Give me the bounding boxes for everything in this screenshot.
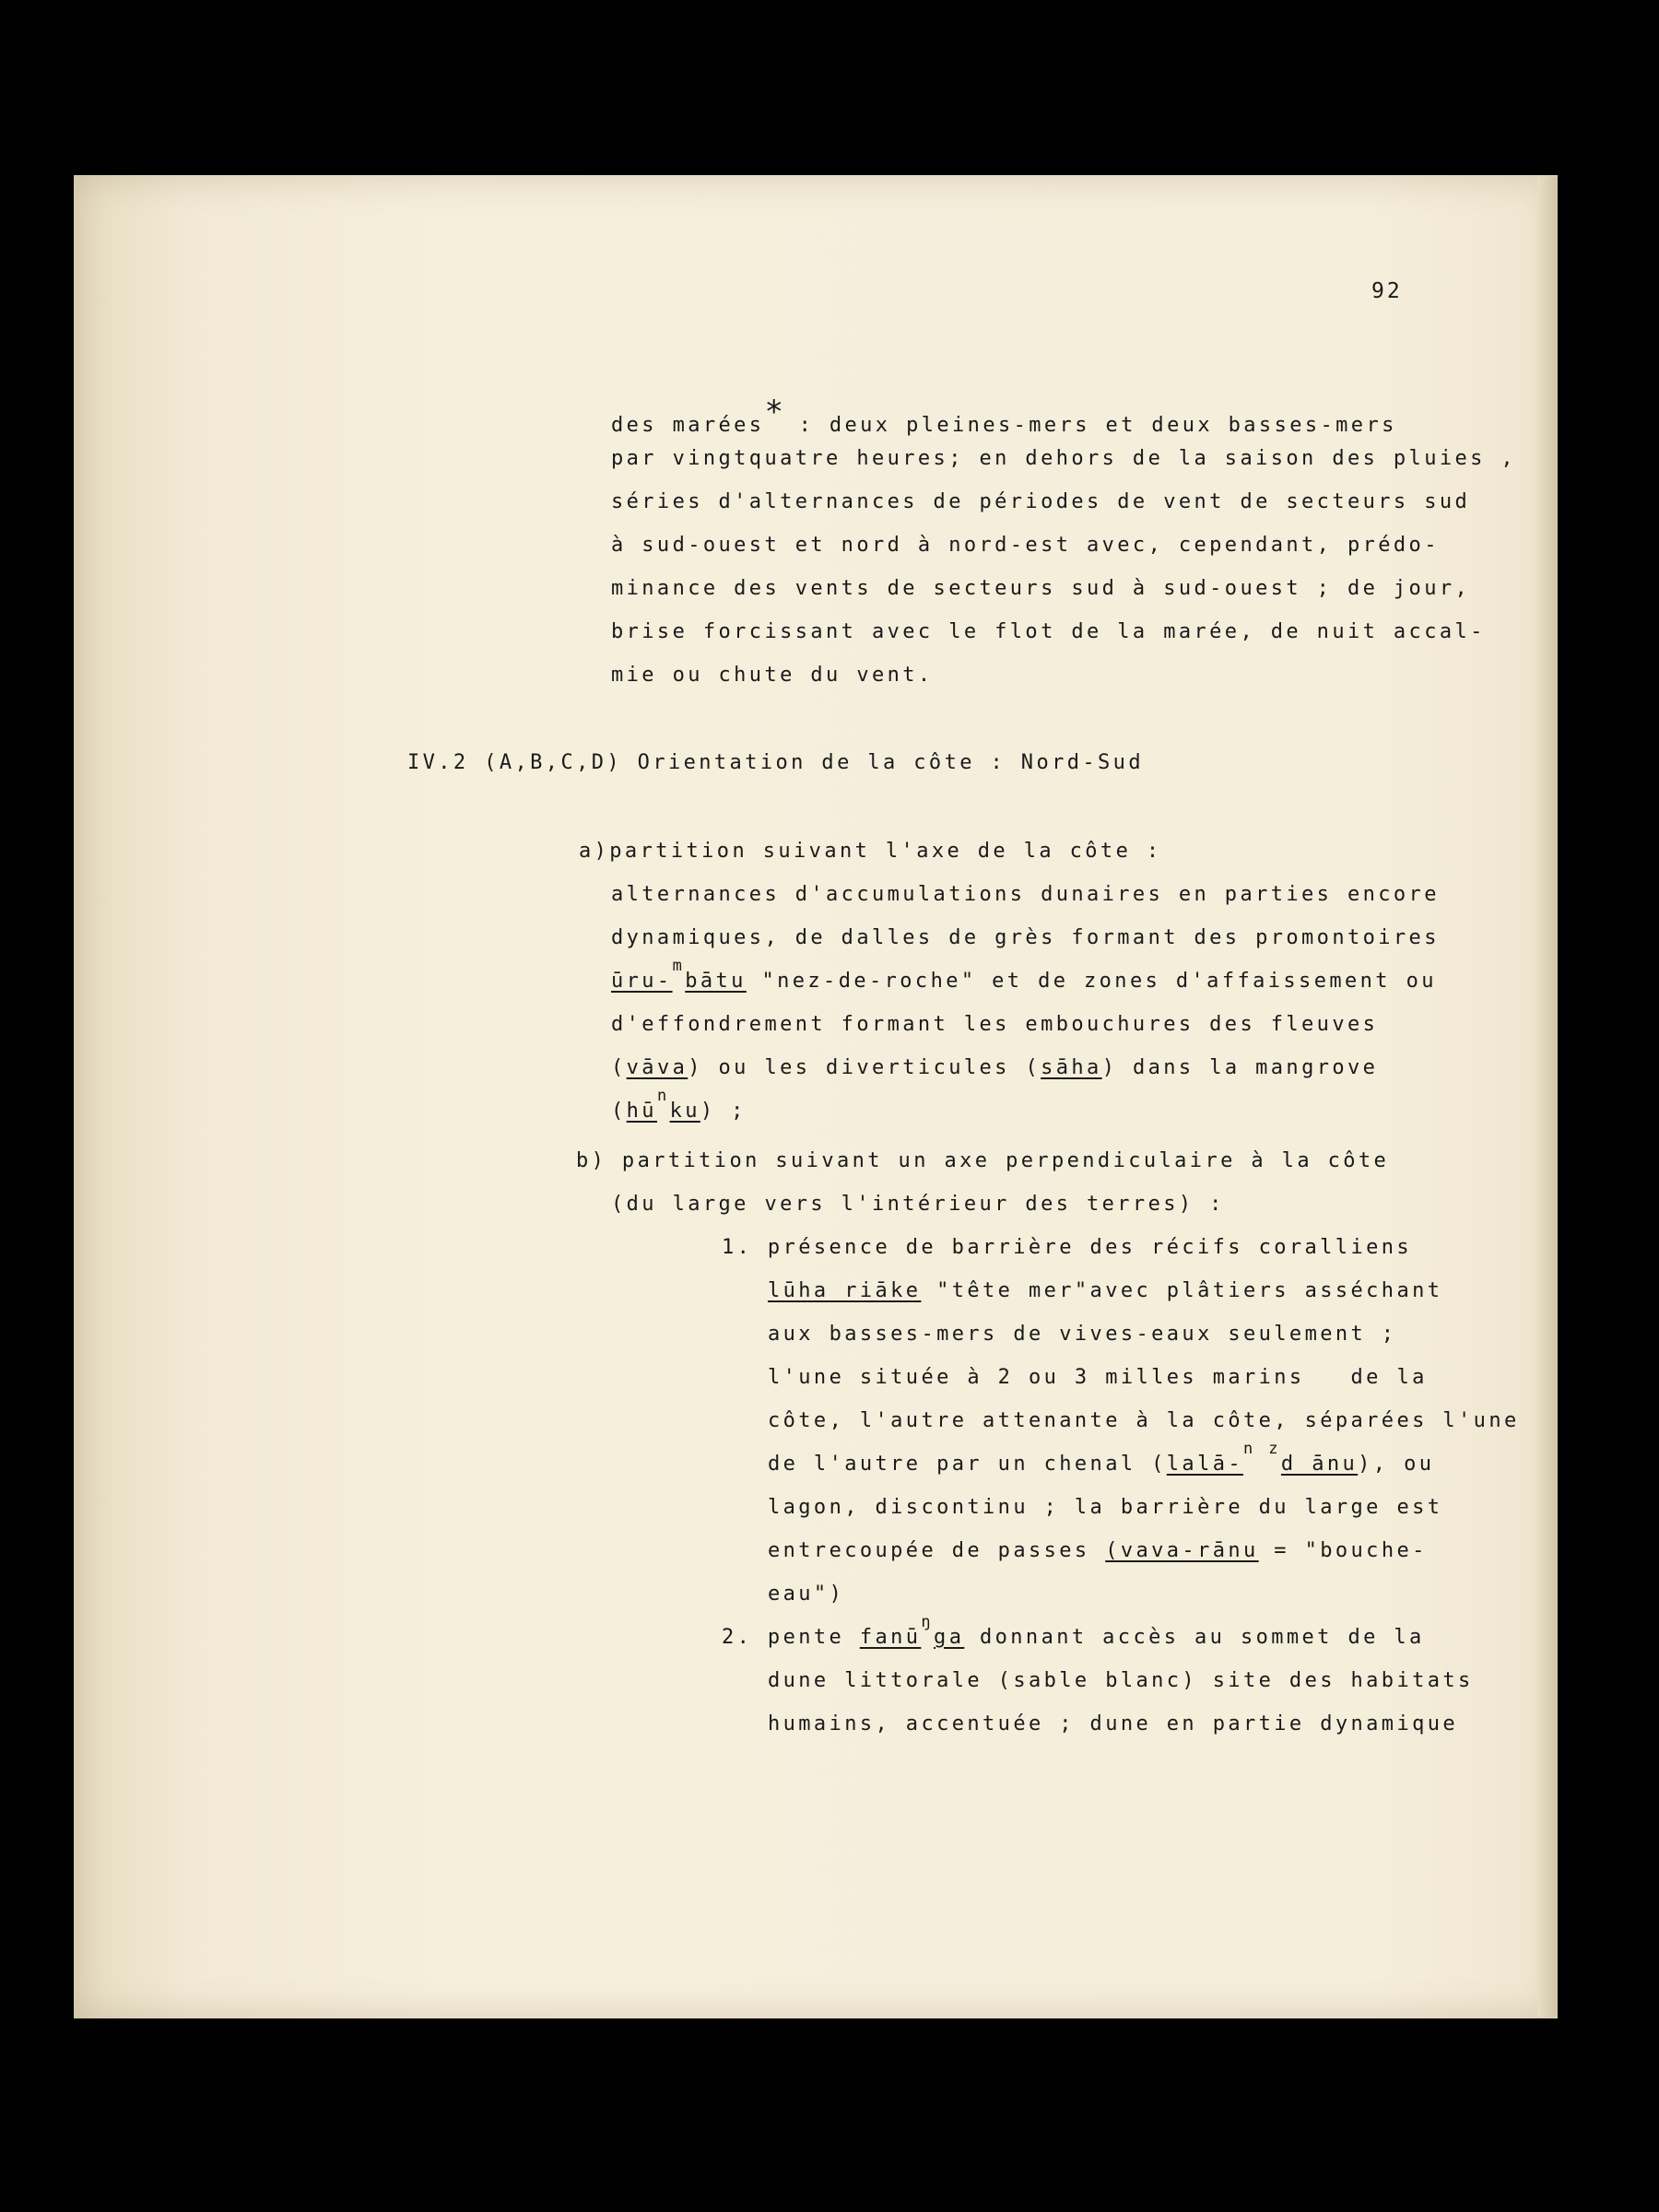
- item-1-line-9: eau"): [768, 1583, 845, 1606]
- item-a-line-6: (vāva) ou les diverticules (sāha) dans la mangrove: [611, 1056, 1379, 1079]
- footnote-asterisk: *: [764, 394, 783, 430]
- text-line-1: des marées* : deux pleines-mers et deux basses-mers: [611, 394, 1397, 437]
- item-1-line-6: de l'autre par un chenal (lalā-$^{n z}$d ānu), ou: [768, 1440, 1435, 1476]
- item-2-line-1: 2. pente fanū$^ŋ$ga donnant accès au sommet de la: [722, 1613, 1425, 1649]
- item-b-line-1: b) partition suivant un axe perpendiculaire à la côte: [576, 1149, 1390, 1172]
- item-b-line-2: (du large vers l'intérieur des terres) :: [611, 1193, 1225, 1216]
- item-1-line-3: aux basses-mers de vives-eaux seulement ;: [768, 1323, 1397, 1346]
- text-line-7: mie ou chute du vent.: [611, 664, 934, 687]
- item-a-line-7: $(hū^nku)$ ;: [611, 1087, 747, 1123]
- item-1-line-2: lūha riāke "tête mer"avec plâtiers asséchant: [768, 1279, 1443, 1302]
- item-1-line-7: lagon, discontinu ; la barrière du large est: [768, 1496, 1443, 1519]
- text-line-6: brise forcissant avec le flot de la marée, de nuit accal-: [611, 620, 1486, 643]
- item-2-line-3: humains, accentuée ; dune en partie dynamique: [768, 1712, 1459, 1735]
- item-1-line-4: l'une située à 2 ou 3 milles marins de la: [768, 1366, 1428, 1389]
- section-heading: IV.2 (A,B,C,D) Orientation de la côte : Nord-Sud: [407, 751, 1144, 774]
- item-a-line-5: d'effondrement formant les embouchures des fleuves: [611, 1013, 1379, 1036]
- item-a-line-3: dynamiques, de dalles de grès formant des promontoires: [611, 926, 1440, 949]
- page-number: 92: [1371, 279, 1403, 303]
- text-line-3: séries d'alternances de périodes de vent de secteurs sud: [611, 490, 1471, 513]
- item-1-line-8: entrecoupée de passes (vava-rānu = "bouche-: [768, 1539, 1428, 1562]
- text-line-5: minance des vents de secteurs sud à sud-ouest ; de jour,: [611, 577, 1471, 600]
- text-line-4: à sud-ouest et nord à nord-est avec, cependant, prédo-: [611, 534, 1440, 557]
- item-1-line-1: 1. présence de barrière des récifs coralliens: [722, 1236, 1413, 1259]
- item-2-line-2: dune littorale (sable blanc) site des habitats: [768, 1669, 1474, 1692]
- page-edge: [1537, 177, 1558, 2017]
- text-line-2: par vingtquatre heures; en dehors de la saison des pluies ,: [611, 447, 1517, 470]
- item-a-line-1: a)partition suivant l'axe de la côte :: [579, 840, 1162, 863]
- item-1-line-5: côte, l'autre attenante à la côte, séparées l'une: [768, 1409, 1520, 1432]
- item-a-line-4: ūru-$^m$bātu "nez-de-roche" et de zones d'affaissement ou: [611, 957, 1437, 993]
- item-a-line-2: alternances d'accumulations dunaires en parties encore: [611, 883, 1440, 906]
